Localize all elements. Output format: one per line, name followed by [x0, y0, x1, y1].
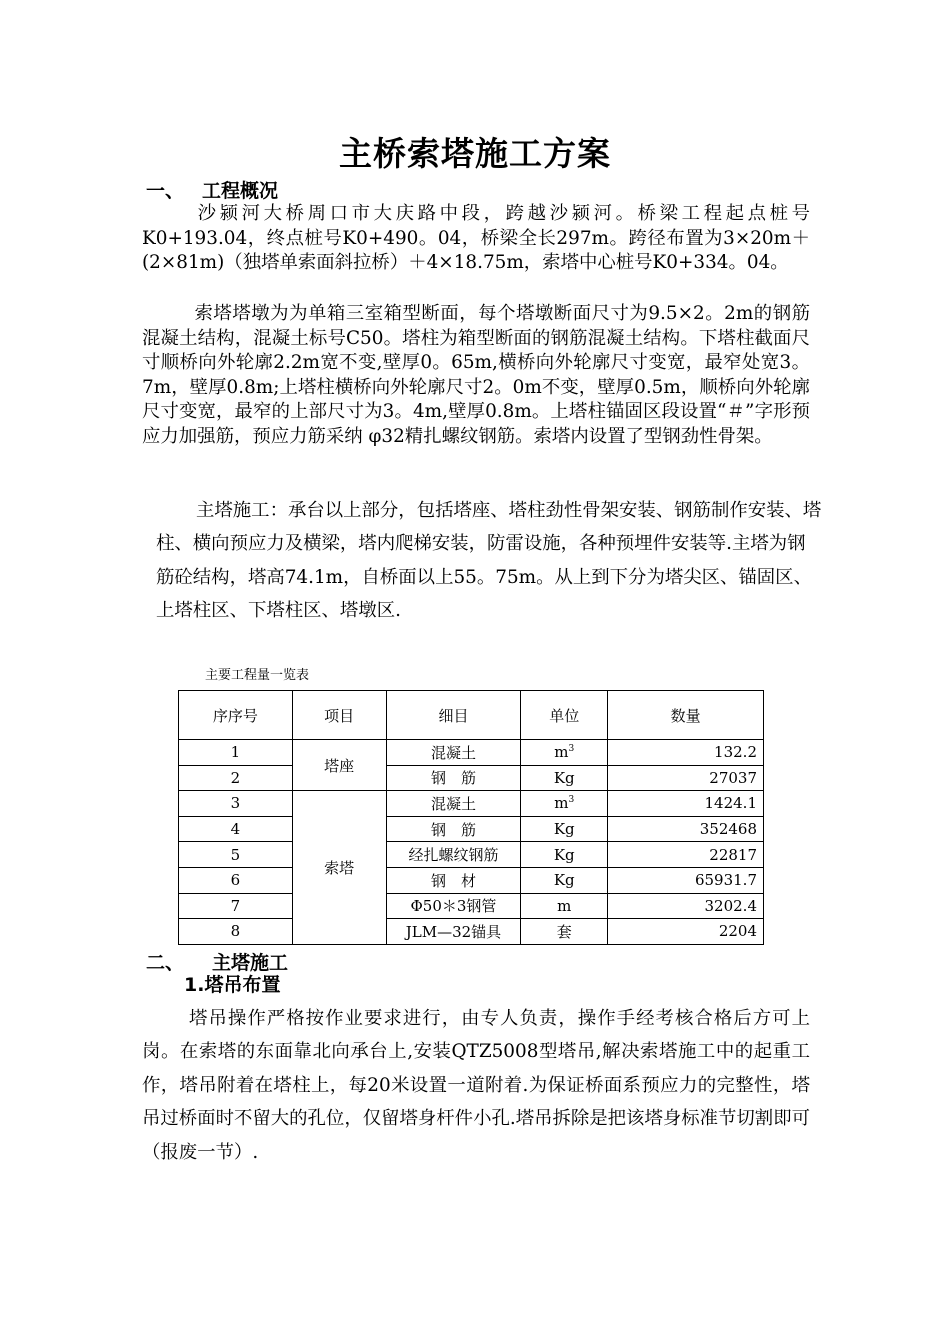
quantity-cell: 27037: [608, 765, 764, 791]
unit-text: m: [554, 794, 569, 813]
subsection-heading: 1.塔吊布置: [184, 974, 281, 996]
row-number: 1: [179, 740, 293, 766]
item-cell: JLM—32锚具: [386, 919, 521, 945]
page-title: 主桥索塔施工方案: [339, 134, 611, 173]
unit-cell: Kg: [521, 765, 608, 791]
section-number: 二、: [146, 952, 185, 974]
unit-cell: Kg: [521, 816, 608, 842]
group-cell: 塔座: [292, 740, 386, 791]
section-title: 主塔施工: [212, 952, 289, 974]
quantity-cell: 22817: [608, 842, 764, 868]
row-number: 5: [179, 842, 293, 868]
unit-superscript: 3: [568, 744, 575, 755]
table-row: [179, 740, 764, 766]
unit-cell: Kg: [521, 842, 608, 868]
paragraph-pier: [142, 302, 810, 450]
paragraph-text: 沙颍河大桥周口市大庆路中段，跨越沙颍河。桥梁工程起点桩号K0+193.04，终点桩号K0+490。04，桥梁全长297m。跨径布置为3×20m＋(2×81m)（独塔单索面斜拉桥）＋4×18.75m，索塔中心桩号K0+334。04。: [142, 203, 810, 274]
item-cell: 钢 筋: [386, 816, 521, 842]
table-row: [179, 867, 764, 893]
group-cell: 索塔: [292, 791, 386, 945]
item-cell: 钢 材: [386, 867, 521, 893]
paragraph-text: 塔吊操作严格按作业要求进行，由专人负责，操作手经考核合格后方可上岗。在索塔的东面靠北向承台上,安装QTZ5008型塔吊,解决索塔施工中的起重工作，塔吊附着在塔柱上，每20米设置一道附着.为保证桥面系预应力的完整性，塔吊过桥面时不留大的孔位，仅留塔身杆件小孔.塔吊拆除是把该塔身标准节切割即可（报废一节）.: [142, 1008, 810, 1163]
table-header-row: [179, 691, 764, 740]
column-header: 数量: [608, 691, 764, 740]
row-number: 4: [179, 816, 293, 842]
column-header: 细目: [386, 691, 521, 740]
unit-cell: [521, 791, 608, 817]
column-header: 序序号: [179, 691, 293, 740]
paragraph-main-tower: [156, 494, 822, 628]
unit-cell: m: [521, 893, 608, 919]
quantity-cell: 352468: [608, 816, 764, 842]
quantity-cell: 132.2: [608, 740, 764, 766]
unit-cell: [521, 740, 608, 766]
row-number: 8: [179, 919, 293, 945]
table-row: [179, 919, 764, 945]
paragraph-text: 索塔塔墩为为单箱三室箱型断面，每个塔墩断面尺寸为9.5×2。2m的钢筋混凝土结构，混凝土标号C50。塔柱为箱型断面的钢筋混凝土结构。下塔柱截面尺寸顺桥向外轮廓2.2m宽不变,壁厚0。65m,横桥向外轮廓尺寸变宽，最窄处宽3。7m，壁厚0.8m;上塔柱横桥向外轮廓尺寸2。0m不变，壁厚0.5m，顺桥向外轮廓尺寸变宽，最窄的上部尺寸为3。4m,壁厚0.8m。上塔柱锚固区段设置“＃”字形预应力加强筋，预应力筋采纳 φ32精扎螺纹钢筋。索塔内设置了型钢劲性骨架。: [142, 303, 810, 447]
item-cell: 经扎螺纹钢筋: [386, 842, 521, 868]
item-cell: 混凝土: [386, 791, 521, 817]
quantity-cell: 3202.4: [608, 893, 764, 919]
column-header: 单位: [521, 691, 608, 740]
item-cell: 钢 筋: [386, 765, 521, 791]
unit-text: m: [554, 743, 569, 762]
table-row: [179, 893, 764, 919]
quantity-cell: 1424.1: [608, 791, 764, 817]
section-heading-1: [146, 176, 278, 203]
unit-superscript: 3: [568, 795, 575, 806]
section-number: 一、: [146, 180, 185, 202]
column-header: 项目: [292, 691, 386, 740]
quantity-cell: 2204: [608, 919, 764, 945]
table-row: [179, 791, 764, 817]
item-cell: 混凝土: [386, 740, 521, 766]
section-title: 工程概况: [202, 180, 279, 202]
paragraph-tower-crane: [142, 1002, 810, 1169]
table-row: [179, 765, 764, 791]
row-number: 7: [179, 893, 293, 919]
unit-cell: 套: [521, 919, 608, 945]
item-cell: Φ50＊3钢管: [386, 893, 521, 919]
table-row: [179, 816, 764, 842]
table-caption: 主要工程量一览表: [205, 668, 310, 683]
row-number: 6: [179, 867, 293, 893]
table-row: [179, 842, 764, 868]
quantity-table: [178, 690, 764, 945]
quantity-cell: 65931.7: [608, 867, 764, 893]
paragraph-text: 主塔施工：承台以上部分，包括塔座、塔柱劲性骨架安装、钢筋制作安装、塔柱、横向预应力及横梁，塔内爬梯安装，防雷设施，各种预埋件安装等.主塔为钢筋砼结构，塔高74.1m，自桥面以上55。75m。从上到下分为塔尖区、锚固区、上塔柱区、下塔柱区、塔墩区.: [156, 500, 822, 622]
unit-cell: Kg: [521, 867, 608, 893]
paragraph-overview: [142, 202, 810, 276]
row-number: 3: [179, 791, 293, 817]
row-number: 2: [179, 765, 293, 791]
